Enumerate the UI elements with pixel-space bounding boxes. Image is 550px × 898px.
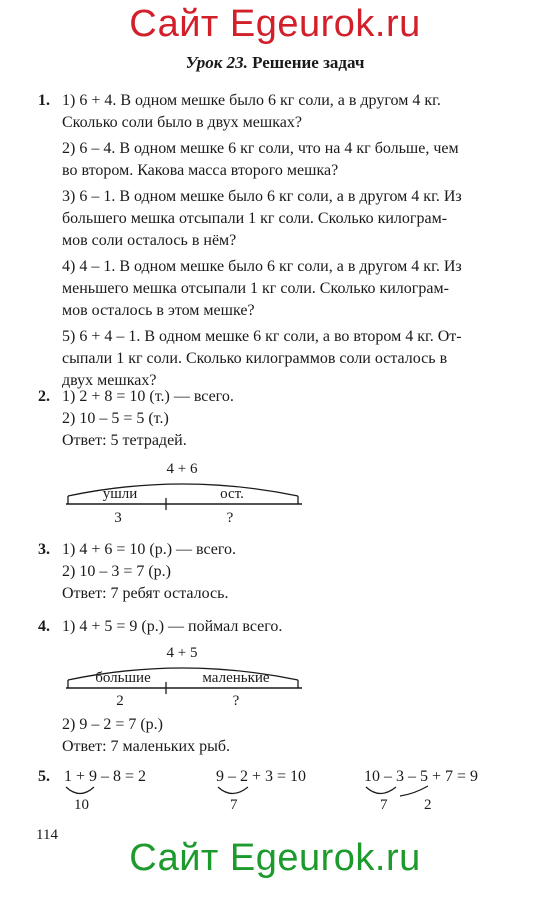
- task-4-number: 4.: [38, 618, 50, 635]
- watermark-bottom: Сайт Egeurok.ru: [129, 837, 421, 879]
- task-5-subresult-2: 7: [230, 797, 238, 813]
- task-5-expression-2: 9 – 2 + 3 = 10: [216, 768, 307, 785]
- task-1-line: 1) 6 + 4. В одном мешке было 6 кг соли, а в другом 4 кг.: [62, 92, 441, 109]
- task-2-line: 1) 2 + 8 = 10 (т.) — всего.: [62, 388, 234, 405]
- task-5-expression-1: 1 + 9 – 8 = 2: [64, 768, 147, 785]
- task-5-number: 5.: [38, 768, 50, 785]
- task-1-line: меньшего мешка отсыпали 1 кг соли. Сколько килограм-: [62, 280, 449, 297]
- task-5-subresult-1: 10: [74, 797, 89, 813]
- task-4-text-after: [62, 714, 518, 758]
- diagram-left-label: большие: [95, 670, 151, 686]
- task-3-line: Ответ: 7 ребят осталось.: [62, 585, 229, 602]
- task-4-segment-diagram: [62, 642, 312, 712]
- task-5-subresult-3b: 2: [424, 797, 432, 813]
- task-1-line: сыпали 1 кг соли. Сколько килограммов соли осталось в: [62, 350, 448, 367]
- task-1-line: 4) 4 – 1. В одном мешке было 6 кг соли, а в другом 4 кг. Из: [62, 258, 462, 275]
- task-2-number: 2.: [38, 388, 50, 405]
- task-4-line: Ответ: 7 маленьких рыб.: [62, 738, 230, 755]
- page-number: 114: [36, 827, 58, 843]
- task-1-number: 1.: [38, 92, 50, 109]
- task-1-line: большего мешка отсыпали 1 кг соли. Сколько килограм-: [62, 210, 448, 227]
- watermark-top: Сайт Egeurok.ru: [129, 3, 421, 45]
- task-1-line: во втором. Какова масса второго мешка?: [62, 162, 339, 179]
- diagram-right-label: ост.: [220, 486, 244, 502]
- diagram-total: 4 + 5: [166, 645, 198, 661]
- task-4-line: 2) 9 – 2 = 7 (р.): [62, 716, 164, 733]
- task-3-line: 1) 4 + 6 = 10 (р.) — всего.: [62, 541, 237, 558]
- lesson-number: Урок 23.: [185, 53, 248, 72]
- task-1-line: 3) 6 – 1. В одном мешке было 6 кг соли, а в другом 4 кг. Из: [62, 188, 462, 205]
- lesson-title: [0, 52, 550, 74]
- task-2-segment-diagram: [62, 458, 312, 530]
- task-5-expression-3: 10 – 3 – 5 + 7 = 9: [364, 768, 479, 785]
- diagram-total: 4 + 6: [166, 461, 198, 477]
- task-4-line: 1) 4 + 5 = 9 (р.) — поймал всего.: [62, 618, 283, 635]
- task-2-line: 2) 10 – 5 = 5 (т.): [62, 410, 169, 427]
- task-3-number: 3.: [38, 541, 50, 558]
- task-1-line: 5) 6 + 4 – 1. В одном мешке 6 кг соли, а во втором 4 кг. От-: [62, 328, 462, 345]
- task-1-line: мов соли осталось в нём?: [62, 232, 237, 249]
- task-5-subresult-3a: 7: [380, 797, 388, 813]
- task-1-line: 2) 6 – 4. В одном мешке 6 кг соли, что на 4 кг больше, чем: [62, 140, 459, 157]
- task-3-text: [62, 539, 518, 605]
- diagram-right-label: маленькие: [202, 670, 270, 686]
- diagram-left-value: 2: [116, 693, 124, 709]
- task-1-line: мов осталось в этом мешке?: [62, 302, 255, 319]
- task-1-text: [62, 90, 518, 392]
- diagram-right-value: ?: [232, 693, 240, 709]
- diagram-left-value: 3: [114, 510, 122, 526]
- diagram-right-value: ?: [226, 510, 234, 526]
- task-2-text: [62, 386, 518, 452]
- task-1-line: двух мешках?: [62, 372, 157, 389]
- task-2-line: Ответ: 5 тетрадей.: [62, 432, 187, 449]
- task-3-line: 2) 10 – 3 = 7 (р.): [62, 563, 172, 580]
- lesson-name: Решение задач: [252, 53, 365, 72]
- diagram-left-label: ушли: [102, 486, 138, 502]
- task-1-line: Сколько соли было в двух мешках?: [62, 114, 302, 131]
- task-4-text-before: [62, 616, 518, 638]
